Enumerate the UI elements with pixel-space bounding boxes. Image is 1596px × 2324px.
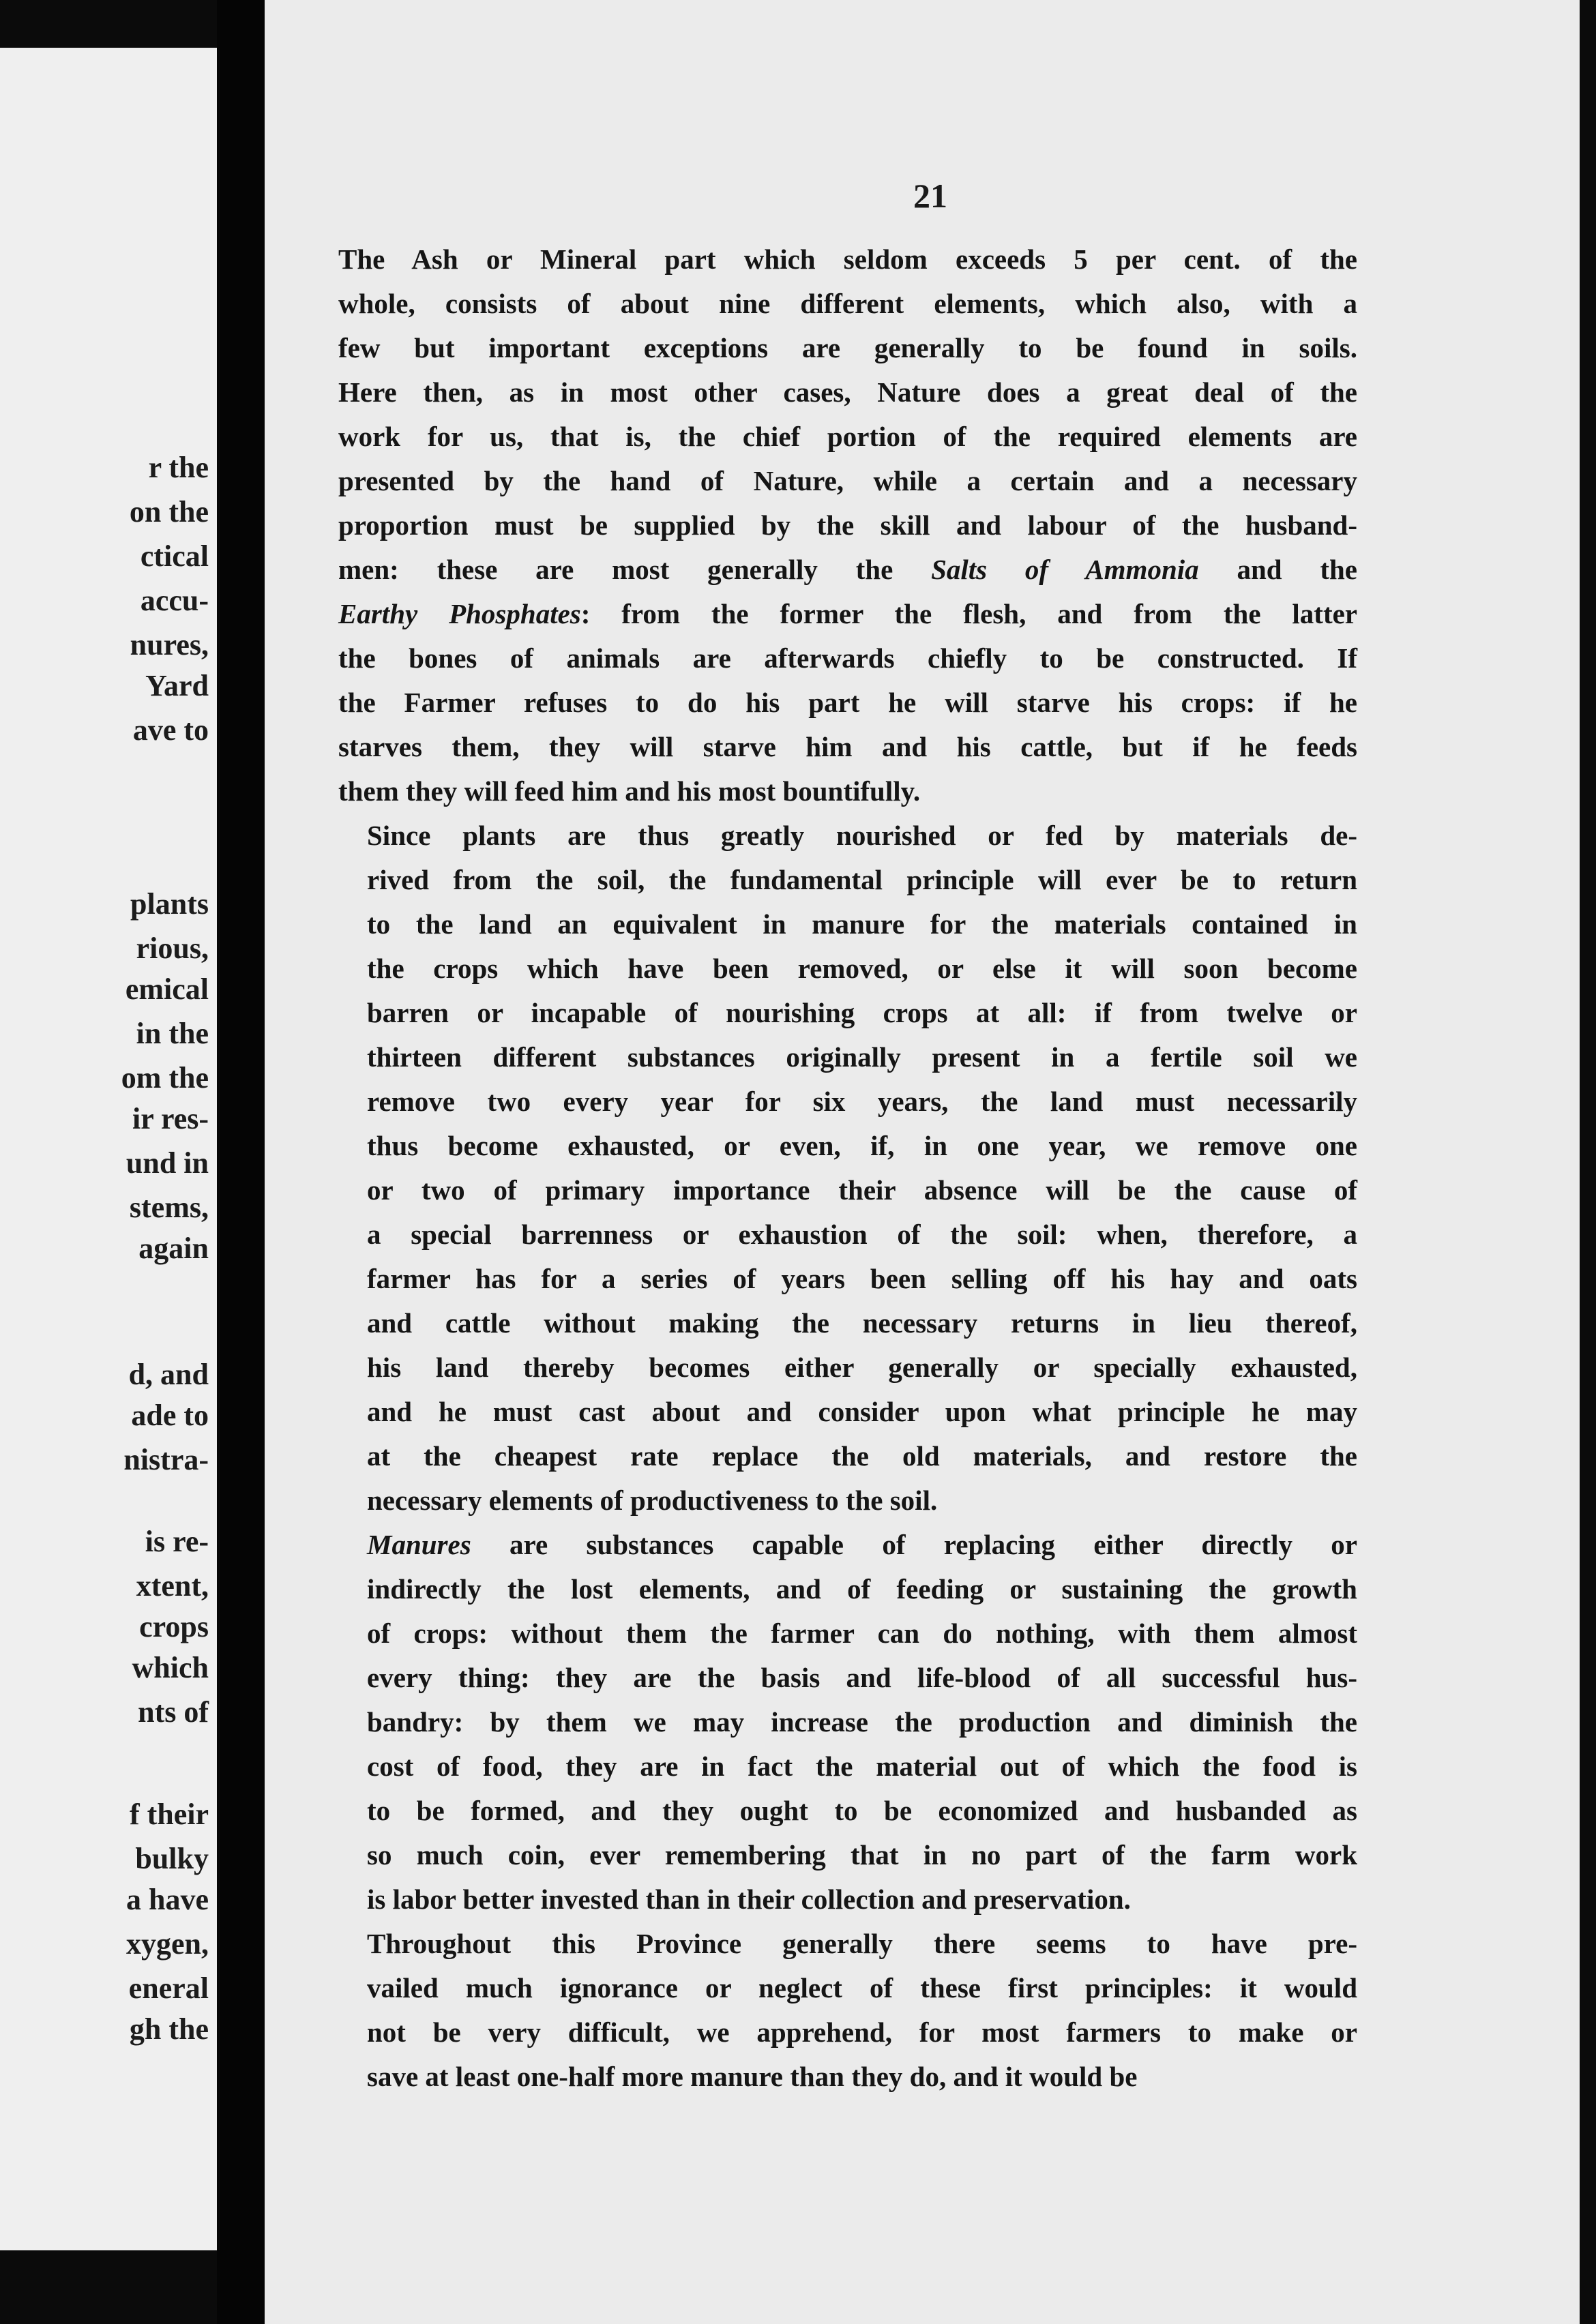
text-run: so much coin, ever remembering that in no part of the farm work	[367, 1839, 1357, 1871]
text-line	[338, 902, 1357, 947]
facing-page-text-fragment: emical	[125, 972, 209, 1006]
text-line	[338, 459, 1357, 503]
text-line	[338, 1789, 1357, 1833]
body-text	[338, 237, 1357, 2099]
text-line	[338, 1611, 1357, 1656]
facing-page-text-fragment: nistra-	[123, 1443, 209, 1476]
text-line	[338, 814, 1357, 858]
facing-page-text-fragment: und in	[125, 1146, 209, 1180]
text-run: The Ash or Mineral part which seldom exceeds 5 per cent. of the	[338, 243, 1357, 275]
text-line	[338, 1877, 1357, 1922]
text-line	[338, 237, 1357, 282]
text-run: Since plants are thus greatly nourished or fed by materials de-	[367, 820, 1357, 851]
paragraph	[338, 237, 1357, 814]
text-line	[338, 370, 1357, 415]
text-line	[338, 858, 1357, 902]
text-run: work for us, that is, the chief portion of the required elements are	[338, 421, 1357, 452]
text-line	[338, 282, 1357, 326]
facing-page-text-fragment: om the	[121, 1061, 209, 1094]
text-run: his land thereby becomes either generally or specially exhausted,	[367, 1352, 1357, 1383]
text-line	[338, 2010, 1357, 2055]
paragraph	[338, 1523, 1357, 1922]
text-run: remove two every year for six years, the land must necessarily	[367, 1086, 1357, 1117]
text-run: necessary elements of productiveness to the soil.	[367, 1485, 938, 1516]
text-run: bandry: by them we may increase the production and diminish the	[367, 1706, 1357, 1738]
text-run: farmer has for a series of years been selling off his hay and oats	[367, 1263, 1357, 1294]
facing-page-text-fragment: crops	[139, 1610, 209, 1643]
text-run: and cattle without making the necessary returns in lieu thereof,	[367, 1307, 1357, 1339]
page-number: 21	[913, 177, 947, 215]
facing-page-text-fragment: xtent,	[136, 1569, 209, 1603]
facing-page-text-fragment: nts of	[138, 1695, 209, 1729]
text-line	[338, 1478, 1357, 1523]
text-run: save at least one-half more manure than they do, and it would be	[367, 2061, 1138, 2092]
text-line	[338, 1168, 1357, 1212]
facing-page-text-fragment: a have	[126, 1883, 209, 1916]
text-run: not be very difficult, we apprehend, for most farmers to make or	[367, 2016, 1357, 2048]
text-line	[338, 1124, 1357, 1168]
italic-term: Salts of Ammonia	[931, 554, 1199, 585]
facing-page-text-fragment: accu-	[140, 584, 209, 617]
text-run: Here then, as in most other cases, Nature does a great deal of the	[338, 376, 1357, 408]
facing-page-text-fragment: in the	[136, 1017, 209, 1050]
text-line	[338, 1523, 1357, 1567]
text-run: a special barrenness or exhaustion of the soil: when, therefore, a	[367, 1219, 1357, 1250]
facing-page-text-fragment: xygen,	[126, 1927, 209, 1961]
text-run: the Farmer refuses to do his part he will starve his crops: if he	[338, 687, 1357, 718]
text-run: men: these are most generally the	[338, 554, 932, 585]
text-line	[338, 548, 1357, 592]
text-run: or two of primary importance their absence will be the cause of	[367, 1174, 1357, 1206]
text-run: the bones of animals are afterwards chiefly to be constructed. If	[338, 642, 1357, 674]
facing-page-text-fragment: ir res-	[132, 1102, 209, 1135]
text-line	[338, 769, 1357, 814]
text-line	[338, 1700, 1357, 1744]
text-run: at the cheapest rate replace the old materials, and restore the	[367, 1440, 1357, 1472]
italic-term: Earthy Phosphates	[338, 598, 581, 629]
text-run: Throughout this Province generally there seems to have pre-	[367, 1928, 1357, 1959]
facing-page-text-fragment: bulky	[135, 1842, 209, 1875]
text-run: starves them, they will starve him and his cattle, but if he feeds	[338, 731, 1357, 762]
text-run: thus become exhausted, or even, if, in one year, we remove one	[367, 1130, 1357, 1161]
text-line	[338, 1833, 1357, 1877]
text-line	[338, 2055, 1357, 2099]
text-run: and the	[1198, 554, 1357, 585]
text-run: vailed much ignorance or neglect of these first principles: it would	[367, 1972, 1357, 2003]
facing-page-text-fragment: on the	[129, 495, 209, 528]
paragraph	[338, 814, 1357, 1523]
document-page	[265, 0, 1596, 2324]
facing-page-text-fragment: is re-	[145, 1525, 209, 1558]
facing-page-fragment	[0, 48, 217, 2250]
text-line	[338, 415, 1357, 459]
text-line	[338, 725, 1357, 769]
paragraph	[338, 1922, 1357, 2099]
text-line	[338, 991, 1357, 1035]
text-run: of crops: without them the farmer can do nothing, with them almost	[367, 1618, 1357, 1649]
text-run: the crops which have been removed, or else it will soon become	[367, 953, 1357, 984]
facing-page-text-fragment: plants	[130, 887, 209, 921]
text-line	[338, 1656, 1357, 1700]
text-run: is labor better invested than in their collection and preservation.	[367, 1883, 1131, 1915]
facing-page-text-fragment: r the	[148, 451, 209, 484]
facing-page-text-fragment: f their	[129, 1798, 209, 1831]
facing-page-text-fragment: Yard	[145, 669, 209, 702]
text-line	[338, 1079, 1357, 1124]
text-run	[338, 598, 1357, 629]
text-run: indirectly the lost elements, and of feeding or sustaining the growth	[367, 1573, 1357, 1605]
text-line	[338, 947, 1357, 991]
text-line	[338, 1744, 1357, 1789]
text-run: them they will feed him and his most bountifully.	[338, 775, 921, 807]
text-line	[338, 1434, 1357, 1478]
text-run: every thing: they are the basis and life-blood of all successful hus-	[367, 1662, 1357, 1693]
facing-page-text-fragment: nures,	[130, 628, 209, 661]
text-line	[338, 592, 1357, 636]
facing-page-text-fragment: which	[132, 1651, 209, 1684]
text-line	[338, 636, 1357, 681]
text-run: and he must cast about and consider upon what principle he may	[367, 1396, 1357, 1427]
text-line	[338, 326, 1357, 370]
text-line	[338, 1567, 1357, 1611]
italic-term: Manures	[367, 1529, 471, 1560]
facing-page-text-fragment: again	[138, 1232, 209, 1265]
facing-page-text-fragment: eneral	[128, 1971, 209, 2005]
text-run: proportion must be supplied by the skill and labour of the husband-	[338, 509, 1357, 541]
facing-page-text-fragment: gh the	[129, 2012, 209, 2046]
text-run: presented by the hand of Nature, while a certain and a necessary	[338, 465, 1357, 496]
facing-page-text-fragment: rious,	[136, 932, 209, 965]
facing-page-text-fragment: ade to	[131, 1399, 209, 1432]
text-run: rived from the soil, the fundamental principle will ever be to return	[367, 864, 1357, 895]
text-run: to the land an equivalent in manure for the materials contained in	[367, 908, 1357, 940]
text-run: : from the former the flesh, and from the latter	[580, 598, 1357, 629]
text-line	[338, 1035, 1357, 1079]
facing-page-text-fragment: ave to	[132, 713, 209, 747]
text-run: to be formed, and they ought to be economized and husbanded as	[367, 1795, 1357, 1826]
scan-border	[1580, 0, 1596, 2324]
text-line	[338, 1301, 1357, 1345]
text-run: cost of food, they are in fact the material out of which the food is	[367, 1751, 1357, 1782]
text-line	[338, 1257, 1357, 1301]
book-gutter	[217, 0, 265, 2324]
text-line	[338, 503, 1357, 548]
facing-page-text-fragment: ctical	[140, 539, 209, 573]
text-run: barren or incapable of nourishing crops at all: if from twelve or	[367, 997, 1357, 1028]
text-run: thirteen different substances originally present in a fertile soil we	[367, 1041, 1357, 1073]
text-line	[338, 1390, 1357, 1434]
text-run: are substances capable of replacing either directly or	[471, 1529, 1357, 1560]
text-line	[338, 1212, 1357, 1257]
text-run: whole, consists of about nine different elements, which also, with a	[338, 288, 1357, 319]
text-line	[338, 681, 1357, 725]
text-line	[338, 1345, 1357, 1390]
facing-page-text-fragment: d, and	[128, 1358, 209, 1391]
text-line	[338, 1922, 1357, 1966]
facing-page-text-fragment: stems,	[129, 1191, 209, 1224]
text-line	[338, 1966, 1357, 2010]
text-run: few but important exceptions are generally to be found in soils.	[338, 332, 1357, 363]
